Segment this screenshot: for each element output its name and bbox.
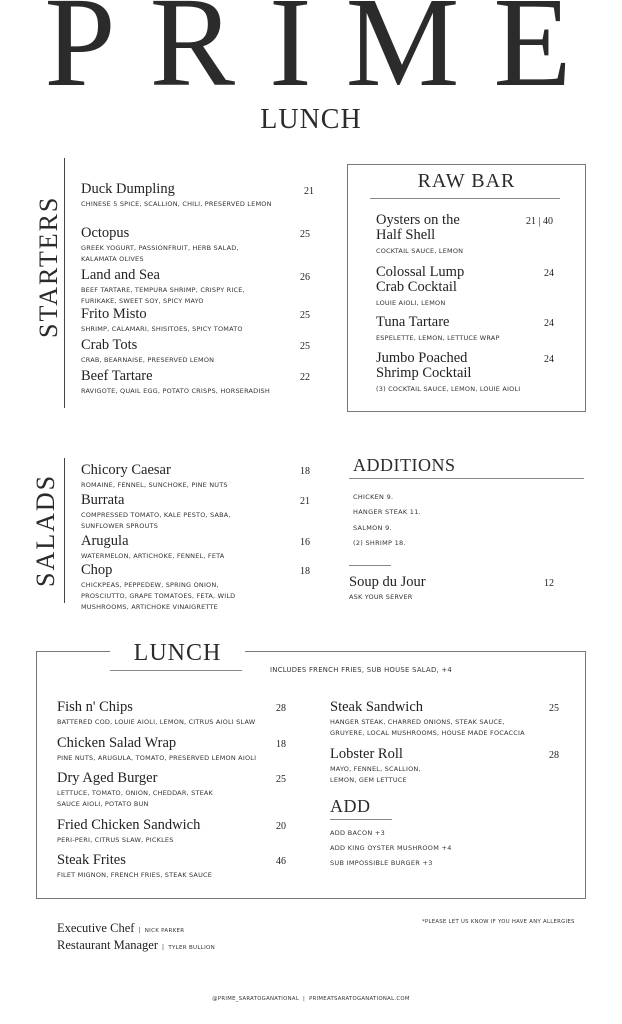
menu-item (81, 338, 296, 366)
item-name: Duck Dumpling (81, 181, 175, 197)
menu-item (57, 818, 282, 846)
addition-item: (2) SHRIMP 18. (353, 539, 406, 547)
item-name: Tuna Tartare (376, 314, 450, 330)
item-price: 25 (549, 703, 559, 714)
item-price: 18 (300, 466, 310, 477)
item-price: 25 (300, 310, 310, 321)
item-price: 26 (300, 272, 310, 283)
addition-item: SALMON 9. (353, 524, 392, 532)
additions-rule (349, 478, 584, 479)
add-item: ADD BACON +3 (330, 829, 386, 837)
item-name: Frito Misto (81, 306, 147, 322)
menu-item (57, 771, 227, 810)
item-description: FILET MIGNON, FRENCH FRIES, STEAK SAUCE (57, 871, 213, 879)
additions-heading: ADDITIONS (353, 455, 456, 475)
item-description: RAVIGOTE, QUAIL EGG, POTATO CRISPS, HORSERADISH (81, 387, 270, 395)
menu-item (376, 351, 546, 395)
item-price: 16 (300, 537, 310, 548)
salads-heading: SALADS (31, 473, 60, 587)
menu-item (376, 213, 526, 257)
item-price: 21 | 40 (526, 216, 554, 227)
lunch-rule (110, 670, 242, 671)
menu-item (349, 575, 519, 603)
item-price: 25 (276, 774, 286, 785)
manager-label: Restaurant Manager (57, 938, 159, 952)
item-description: BEEF TARTARE, TEMPURA SHRIMP, CRISPY RICE, FURIKAKE, SWEET SOY, SPICY MAYO (81, 286, 245, 305)
item-name: Half Shell (376, 227, 436, 243)
raw-bar-rule (370, 198, 560, 199)
item-description: HANGER STEAK, CHARRED ONIONS, STEAK SAUCE, GRUYERE, LOCAL MUSHROOMS, HOUSE MADE FOCACCIA (330, 718, 525, 737)
item-name: Beef Tartare (81, 368, 153, 384)
add-heading: ADD (330, 796, 371, 816)
add-item: ADD KING OYSTER MUSHROOM +4 (330, 844, 452, 852)
item-description: ESPELETTE, LEMON, LETTUCE WRAP (376, 334, 500, 342)
item-description: LOUIE AIOLI, LEMON (376, 299, 446, 307)
item-price: 24 (544, 318, 554, 329)
item-name: Steak Sandwich (330, 699, 424, 715)
addition-item: HANGER STEAK 11. (353, 508, 422, 516)
item-name: Dry Aged Burger (57, 770, 158, 786)
starters-heading: STARTERS (34, 195, 63, 338)
item-price: 18 (276, 739, 286, 750)
chef-separator: | (138, 927, 141, 934)
chef-credit (57, 919, 184, 937)
menu-item (81, 534, 291, 562)
menu-item (376, 315, 536, 344)
item-description: COMPRESSED TOMATO, KALE PESTO, SABA, SUNFLOWER SPROUTS (81, 511, 231, 530)
item-name: Octopus (81, 225, 130, 241)
item-name: Soup du Jour (349, 574, 426, 590)
restaurant-logo: PRIME (44, 0, 606, 113)
item-description: ROMAINE, FENNEL, SUNCHOKE, PINE NUTS (81, 481, 228, 489)
item-name: Chicory Caesar (81, 462, 171, 478)
add-item: SUB IMPOSSIBLE BURGER +3 (330, 859, 433, 867)
item-description: MAYO, FENNEL, SCALLION, LEMON, GEM LETTUCE (330, 765, 421, 784)
item-description: SHRIMP, CALAMARI, SHISITOES, SPICY TOMATO (81, 325, 243, 333)
addition-item: CHICKEN 9. (353, 493, 394, 501)
item-name: Land and Sea (81, 267, 160, 283)
item-price: 28 (549, 750, 559, 761)
item-description: CHICKPEAS, PEPPEDEW, SPRING ONION, PROSCIUTTO, GRAPE TOMATOES, FETA, WILD MUSHROOMS, ARTICHOKE VINAIGRETTE (81, 581, 236, 611)
item-description: ASK YOUR SERVER (349, 593, 413, 601)
menu-item (81, 226, 271, 265)
allergy-notice: *PLEASE LET US KNOW IF YOU HAVE ANY ALLERGIES (422, 919, 575, 925)
item-price: 18 (300, 566, 310, 577)
item-name: Jumbo Poached (376, 350, 468, 366)
item-name: Crab Tots (81, 337, 138, 353)
menu-item (57, 853, 282, 881)
item-name: Shrimp Cocktail (376, 365, 472, 381)
menu-item (81, 307, 296, 335)
item-description: CHINESE 5 SPICE, SCALLION, CHILI, PRESERVED LEMON (81, 200, 272, 208)
menu-item (330, 700, 540, 739)
menu-item (81, 268, 281, 307)
item-price: 25 (300, 229, 310, 240)
item-name: Steak Frites (57, 852, 126, 868)
menu-item (57, 700, 282, 728)
menu-item (81, 369, 301, 397)
item-price: 21 (304, 186, 314, 197)
item-name: Chicken Salad Wrap (57, 735, 177, 751)
item-name: Chop (81, 562, 113, 578)
manager-separator: | (162, 944, 165, 951)
manager-name: TYLER BULLION (168, 945, 216, 951)
menu-subtitle: LUNCH (260, 104, 362, 135)
item-price: 24 (544, 268, 554, 279)
lunch-heading: LUNCH (133, 640, 222, 666)
item-name: Burrata (81, 492, 125, 508)
item-description: PERI-PERI, CITRUS SLAW, PICKLES (57, 836, 174, 844)
item-price: 21 (300, 496, 310, 507)
menu-item (57, 736, 282, 764)
item-description: PINE NUTS, ARUGULA, TOMATO, PRESERVED LEMON AIOLI (57, 754, 257, 762)
social-links: @PRIME_SARATOGANATIONAL | PRIMEATSARATOGANATIONAL.COM (212, 996, 410, 1002)
item-description: LETTUCE, TOMATO, ONION, CHEDDAR, STEAK SAUCE AIOLI, POTATO BUN (57, 789, 213, 808)
item-price: 24 (544, 354, 554, 365)
menu-item (330, 747, 430, 786)
item-price: 46 (276, 856, 286, 867)
item-name: Crab Cocktail (376, 279, 457, 295)
chef-name: NICK PARKER (144, 928, 185, 934)
menu-item (81, 463, 291, 491)
lunch-note: INCLUDES FRENCH FRIES, SUB HOUSE SALAD, +4 (270, 666, 453, 674)
manager-credit (57, 936, 215, 954)
item-description: GREEK YOGURT, PASSIONFRUIT, HERB SALAD, KALAMATA OLIVES (81, 244, 239, 263)
menu-item (81, 182, 291, 210)
salads-divider (64, 458, 65, 603)
item-price: 22 (300, 372, 310, 383)
item-description: (3) COCKTAIL SAUCE, LEMON, LOUIE AIOLI (376, 385, 521, 393)
menu-item (81, 493, 256, 532)
item-price: 12 (544, 578, 554, 589)
item-price: 20 (276, 821, 286, 832)
soup-rule (349, 565, 391, 566)
item-description: CRAB, BEARNAISE, PRESERVED LEMON (81, 356, 215, 364)
add-rule (330, 819, 392, 820)
item-name: Lobster Roll (330, 746, 403, 762)
menu-item (81, 563, 261, 613)
item-name: Fish n' Chips (57, 699, 133, 715)
item-description: BATTERED COD, LOUIE AIOLI, LEMON, CITRUS AIOLI SLAW (57, 718, 256, 726)
menu-item (376, 265, 526, 309)
item-name: Colossal Lump (376, 264, 465, 280)
item-description: WATERMELON, ARTICHOKE, FENNEL, FETA (81, 552, 225, 560)
starters-divider (64, 158, 65, 408)
chef-label: Executive Chef (57, 921, 135, 935)
item-name: Fried Chicken Sandwich (57, 817, 201, 833)
item-description: COCKTAIL SAUCE, LEMON (376, 247, 464, 255)
raw-bar-heading: RAW BAR (417, 170, 516, 192)
item-price: 28 (276, 703, 286, 714)
item-name: Arugula (81, 533, 129, 549)
item-name: Oysters on the (376, 212, 460, 228)
item-price: 25 (300, 341, 310, 352)
